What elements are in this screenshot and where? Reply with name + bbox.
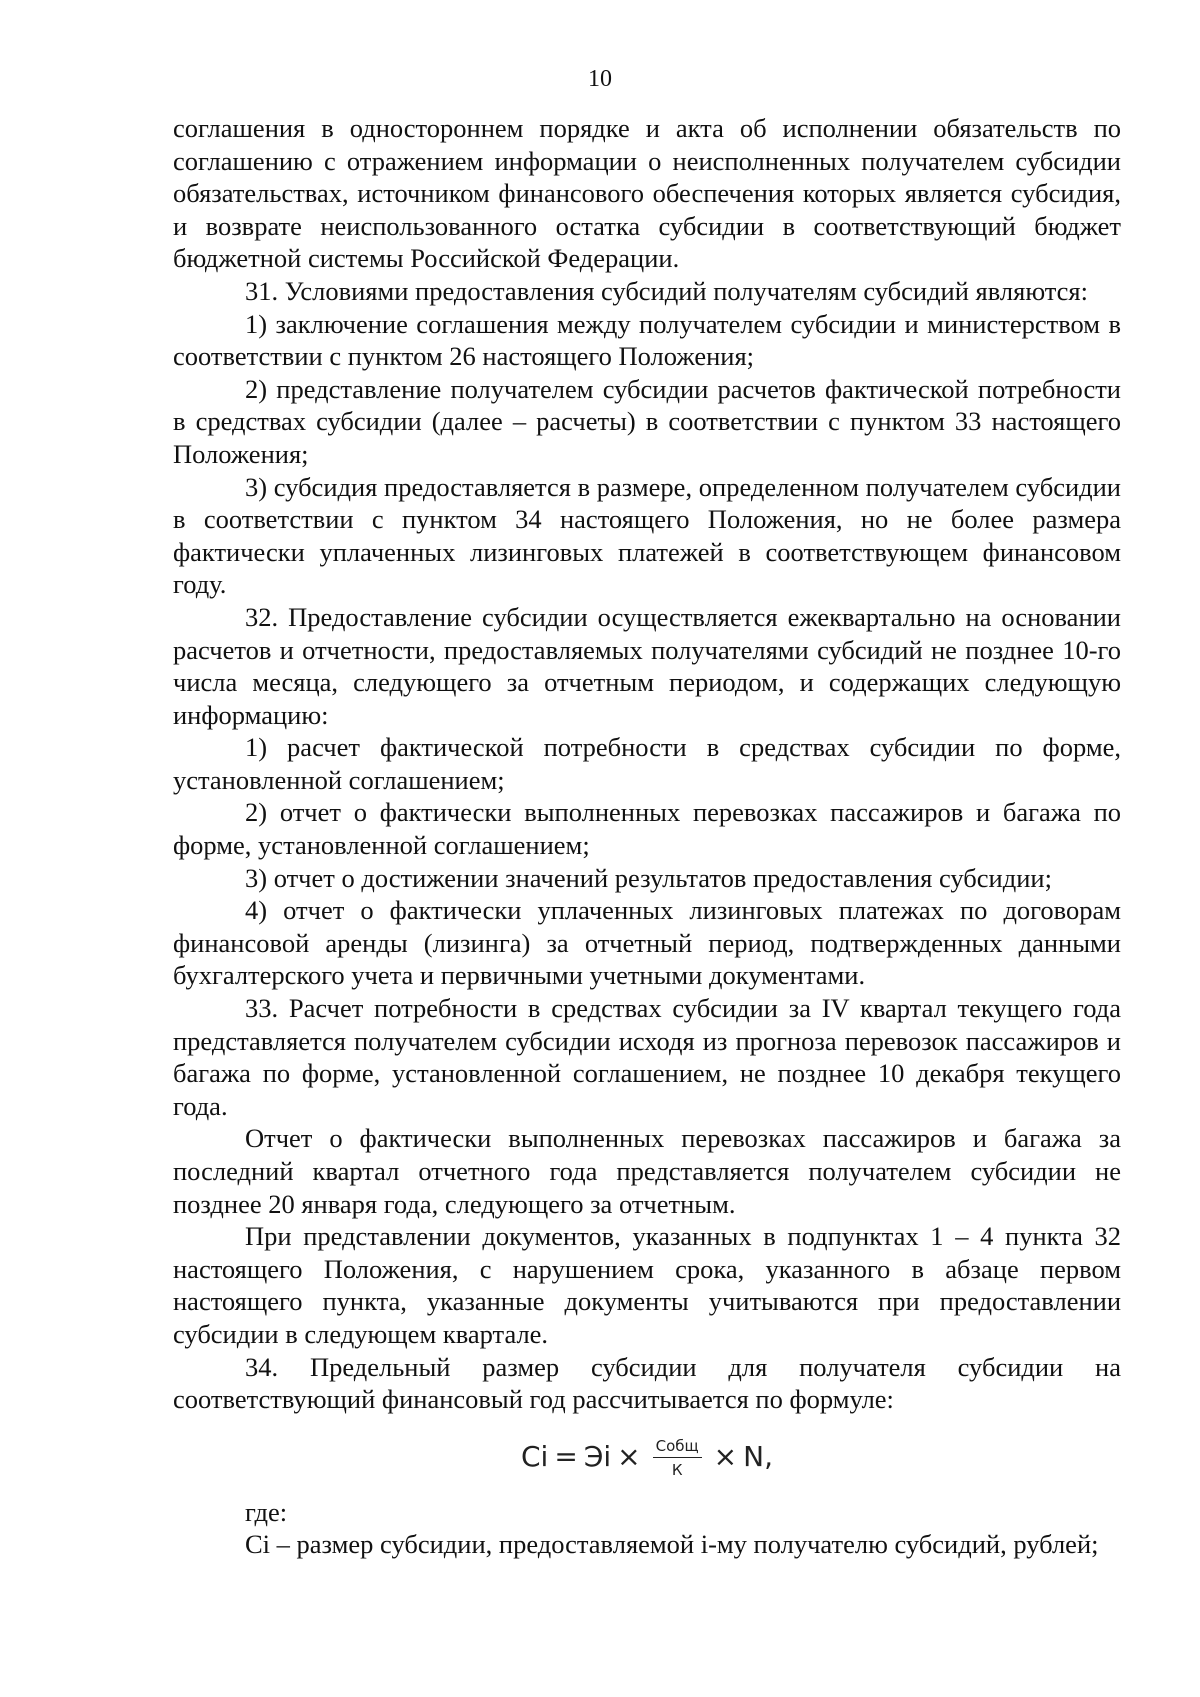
paragraph: 33. Расчет потребности в средствах субсидии за IV квартал текущего года представляется получателем субсидии исходя из прогноза перевозок пассажиров и багажа по форме, установленной соглашением, не позднее 10 декабря текущего года. — [173, 993, 1121, 1121]
paragraph: Отчет о фактически выполненных перевозках пассажиров и багажа за последний квартал отчетного года представляется получателем субсидии не позднее 20 января года, следующего за отчетным. — [173, 1123, 1121, 1219]
paragraph: Ci – размер субсидии, предоставляемой i-му получателю субсидий, рублей; — [245, 1529, 1099, 1560]
formula-numerator: Cобщ — [653, 1436, 702, 1458]
paragraph: соглашения в одностороннем порядке и акта об исполнении обязательств по соглашению с отражением информации о неисполненных получателем субсидии обязательствах, источником финансового обеспечения которых является субсидия, и возврате неиспользованного остатка субсидии в соответствующий бюджет бюджетной системы Российской Федерации. — [173, 113, 1121, 274]
paragraph: 3) отчет о достижении значений результатов предоставления субсидии; — [245, 862, 1052, 893]
paragraph: 2) представление получателем субсидии расчетов фактической потребности в средствах субсидии (далее – расчеты) в соответствии с пунктом 33 настоящего Положения; — [173, 373, 1121, 469]
paragraph: 32. Предоставление субсидии осуществляется ежеквартально на основании расчетов и отчетности, предоставляемых получателями субсидий не позднее 10-го числа месяца, следующего за отчетным периодом, и содержащих следующую информацию: — [173, 601, 1121, 730]
paragraph: где: — [245, 1496, 288, 1527]
document-body — [173, 112, 1121, 1561]
formula-tail: N, — [743, 1440, 773, 1474]
paragraph: 34. Предельный размер субсидии для получателя субсидии на соответствующий финансовый год рассчитывается по формуле: — [173, 1351, 1121, 1415]
paragraph: 3) субсидия предоставляется в размере, определенном получателем субсидии в соответствии с пунктом 34 настоящего Положения, но не более размера фактически уплаченных лизинговых платежей в соответствующем финансовом году. — [173, 471, 1121, 600]
paragraph: 4) отчет о фактически уплаченных лизинговых платежах по договорам финансовой аренды (лизинга) за отчетный период, подтвержденных данными бухгалтерского учета и первичными учетными документами. — [173, 895, 1121, 991]
paragraph: При представлении документов, указанных в подпунктах 1 – 4 пункта 32 настоящего Положения, с нарушением срока, указанного в абзаце первом настоящего пункта, указанные документы учитываются при предоставлении субсидии в следующем квартале. — [173, 1221, 1121, 1349]
paragraph: 1) заключение соглашения между получателем субсидии и министерством в соответствии с пунктом 26 настоящего Положения; — [173, 308, 1121, 372]
formula-lhs: Ci — [521, 1440, 549, 1474]
formula-times-1: × — [617, 1440, 641, 1474]
subsidy-formula — [173, 1422, 1121, 1494]
formula-term1: Эi — [583, 1440, 612, 1474]
formula-times-2: × — [713, 1440, 738, 1474]
paragraph: 31. Условиями предоставления субсидий получателям субсидий являются: — [245, 275, 1088, 306]
formula-equals: = — [554, 1440, 578, 1474]
paragraphs-after-formula — [173, 1496, 1121, 1561]
page-number: 10 — [588, 66, 612, 92]
paragraph: 1) расчет фактической потребности в средствах субсидии по форме, установленной соглашением; — [173, 732, 1121, 795]
paragraph: 2) отчет о фактически выполненных перевозках пассажиров и багажа по форме, установленной соглашением; — [173, 797, 1121, 861]
paragraphs-before-formula — [173, 112, 1121, 1416]
formula-fraction — [653, 1436, 702, 1480]
formula-denominator: К — [671, 1460, 683, 1479]
